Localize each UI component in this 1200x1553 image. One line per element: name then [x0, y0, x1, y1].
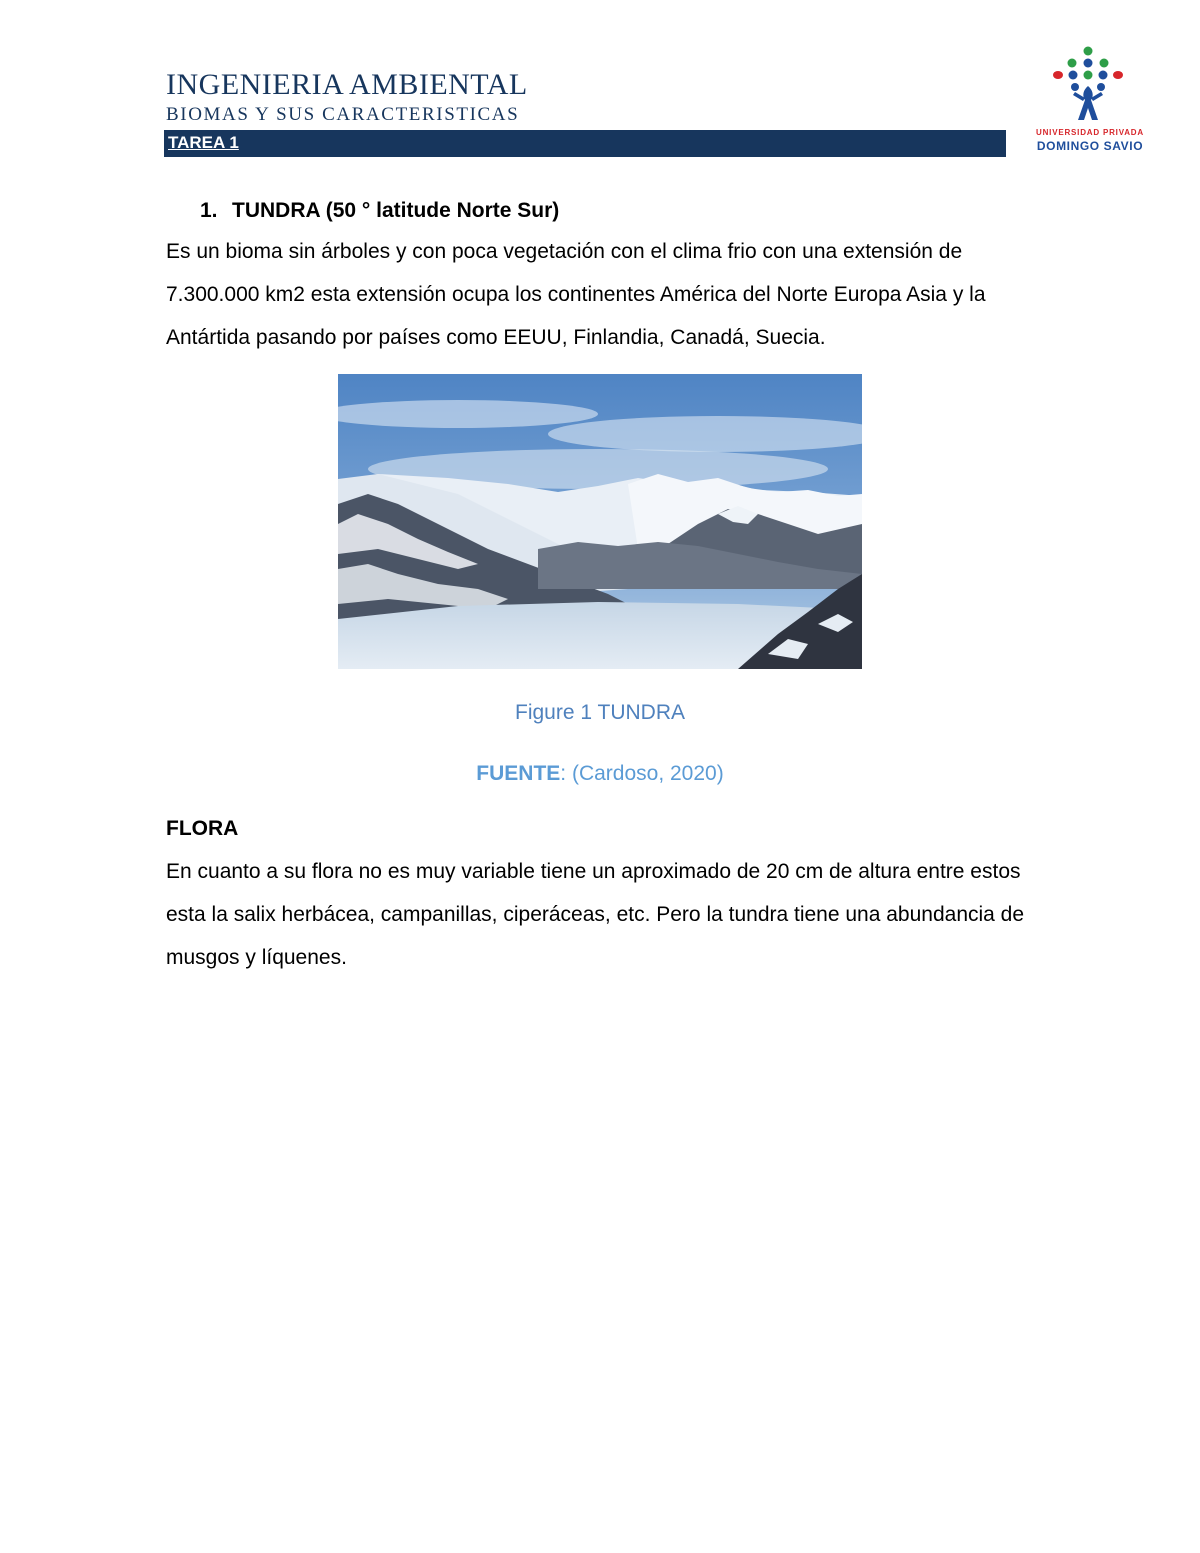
tundra-photo [338, 374, 862, 669]
logo-emblem-icon [1028, 42, 1152, 128]
task-label: TAREA 1 [168, 133, 239, 152]
snowy-mountains-image-icon [338, 374, 862, 669]
header-subtitle: BIOMAS Y SUS CARACTERISTICAS [166, 104, 520, 125]
flora-description: En cuanto a su flora no es muy variable tiene un aproximado de 20 cm de altura entre estos esta la salix herbácea, campanillas, ciperáceas, etc. Pero la tundra tiene una abundancia de musgos y líquenes. [166, 860, 1025, 969]
figure-caption: Figure 1 TUNDRA [515, 701, 685, 724]
header-title: INGENIERIA AMBIENTAL [166, 68, 528, 101]
logo-university-name: DOMINGO SAVIO [1036, 139, 1144, 153]
flora-heading: FLORA [166, 817, 239, 840]
source-citation: : (Cardoso, 2020) [560, 762, 724, 785]
header-bar [164, 130, 1006, 157]
figure-source [338, 760, 862, 788]
section-title: TUNDRA (50 ° latitude Norte Sur) [232, 199, 560, 222]
university-logo [1028, 42, 1152, 160]
logo-university-label: UNIVERSIDAD PRIVADA [1036, 128, 1144, 137]
source-label: FUENTE [476, 762, 561, 785]
tundra-description: Es un bioma sin árboles y con poca vegetación con el clima frio con una extensión de 7.300.000 km2 esta extensión ocupa los continentes América del Norte Europa Asia y la Antártida pasando por países como EEUU, Finlandia, Canadá, Suecia. [166, 240, 986, 349]
section-heading [200, 197, 559, 225]
section-number: 1. [200, 199, 218, 222]
